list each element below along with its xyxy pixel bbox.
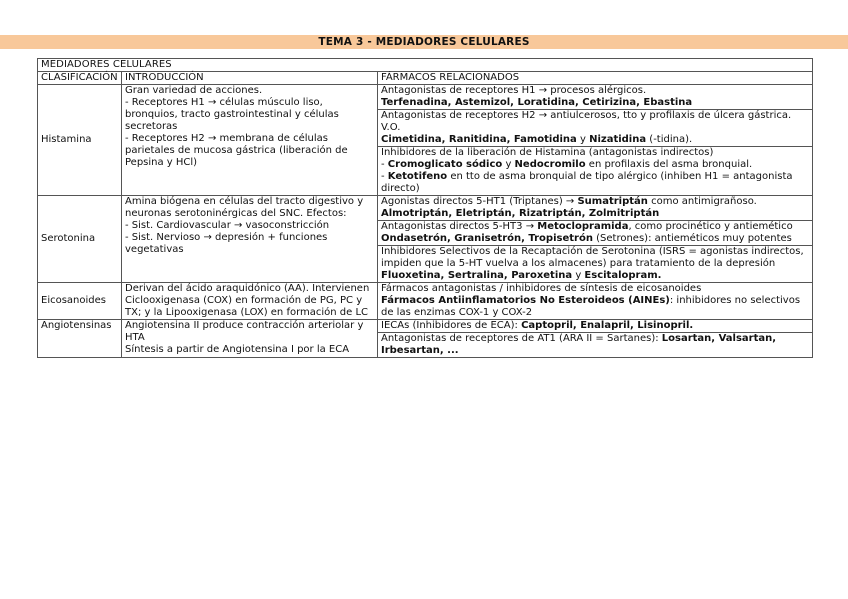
intro-line: - Receptores H2 → membrana de células parietales de mucosa gástrica (liberación de Pepsina y HCl) (125, 133, 348, 168)
farmaco-text: en profilaxis del asma bronquial. (585, 159, 753, 170)
farmaco-names: Nizatidina (589, 134, 647, 145)
farmaco-text: , como procinético y antiemético (628, 221, 793, 232)
intro-angiotensinas (122, 320, 378, 358)
header-introduccion: INTRODUCCIÓN (122, 72, 378, 85)
farmaco-names: Losartan, Valsartan, Irbesartan, ... (381, 333, 777, 356)
farmaco-group (378, 85, 812, 110)
farmaco-names: Fluoxetina, Sertralina, Paroxetina (381, 270, 573, 281)
farmaco-names: Cimetidina, Ranitidina, Famotidina (381, 134, 577, 145)
farmaco-names: Ketotifeno (387, 171, 448, 182)
intro-line: - Sist. Cardiovascular → vasoconstricción (125, 220, 330, 231)
farmaco-text: Inhibidores Selectivos de la Recaptación de Serotonina (ISRS = agonistas indirectos, impiden que la 5-HT vuelva a los almacenes) para tratamiento de la depresión (381, 246, 804, 269)
intro-serotonina (122, 196, 378, 283)
farmaco-names: Escitalopram. (584, 270, 662, 281)
table-row (38, 196, 813, 283)
intro-line: Derivan del ácido araquidónico (AA). Intervienen Ciclooxigenasa (COX) en formación de PG, PC y TX; y la Lipooxigenasa (LOX) en formación de LC (125, 283, 370, 318)
intro-line: - Receptores H1 → células músculo liso, bronquios, tracto gastrointestinal y células secretoras (125, 97, 339, 132)
farmaco-text: (-tidina). (646, 134, 693, 145)
farmaco-group (378, 283, 812, 319)
clasificacion-histamina: Histamina (38, 85, 122, 196)
table-row (38, 320, 813, 358)
intro-line: - Sist. Nervioso → depresión + funciones vegetativas (125, 232, 328, 255)
farmaco-text: Antagonistas de receptores H1 → procesos alérgicos. (381, 85, 647, 96)
farmaco-group (378, 333, 812, 357)
farmacos-serotonina (378, 196, 813, 283)
table-title: MEDIADORES CELULARES (38, 59, 813, 72)
farmacos-eicosanoides (378, 283, 813, 320)
farmaco-group (378, 246, 812, 282)
farmaco-names: Captopril, Enalapril, Lisinopril. (521, 320, 694, 331)
intro-eicosanoides (122, 283, 378, 320)
intro-histamina (122, 85, 378, 196)
farmaco-text: IECAs (Inhibidores de ECA): (381, 320, 522, 331)
farmaco-text: (Setrones): antieméticos muy potentes (592, 233, 792, 244)
farmaco-text: y (502, 159, 515, 170)
header-farmacos: FÁRMACOS RELACIONADOS (378, 72, 813, 85)
farmaco-text: y (572, 270, 585, 281)
farmaco-group (378, 110, 812, 147)
farmaco-text: Antagonistas de receptores H2 → antiulcerosos, tto y profilaxis de úlcera gástrica. V.O. (381, 110, 792, 133)
header-row (38, 72, 813, 85)
farmaco-names: Almotriptán, Eletriptán, Rizatriptán, Zolmitriptán (381, 208, 660, 219)
farmaco-names: Fármacos Antiinflamatorios No Esteroideos (AINEs) (381, 295, 670, 306)
farmaco-text: Fármacos antagonistas / inhibidores de síntesis de eicosanoides (381, 283, 702, 294)
farmaco-names: Cromoglicato sódico (387, 159, 503, 170)
farmaco-text: en tto de asma bronquial de tipo alérgico (inhiben H1 = antagonista directo) (381, 171, 793, 194)
header-clasificacion: CLASIFICACIÓN (38, 72, 122, 85)
clasificacion-eicosanoides: Eicosanoides (38, 283, 122, 320)
intro-line: Gran variedad de acciones. (125, 85, 263, 96)
farmaco-text: Agonistas directos 5-HT1 (Triptanes) → (381, 196, 578, 207)
farmaco-text: : inhibidores no selectivos de las enzimas COX-1 y COX-2 (381, 295, 801, 318)
document-title: TEMA 3 - MEDIADORES CELULARES (0, 35, 848, 49)
farmaco-names: Metoclopramida (537, 221, 629, 232)
farmaco-names: Sumatriptán (577, 196, 648, 207)
farmaco-group (378, 147, 812, 195)
intro-line: Angiotensina II produce contracción arteriolar y HTA (125, 320, 364, 343)
farmaco-names: Terfenadina, Astemizol, Loratidina, Cetirizina, Ebastina (381, 97, 693, 108)
farmaco-group (378, 320, 812, 333)
farmacos-angiotensinas (378, 320, 813, 358)
farmaco-text: y (576, 134, 590, 145)
table-row (38, 283, 813, 320)
farmacos-histamina (378, 85, 813, 196)
clasificacion-angiotensinas: Angiotensinas (38, 320, 122, 358)
intro-line: Síntesis a partir de Angiotensina I por la ECA (125, 344, 350, 355)
farmaco-text: - (381, 159, 388, 170)
farmaco-text: Antagonistas de receptores de AT1 (ARA II = Sartanes): (381, 333, 662, 344)
table-title-row (38, 59, 813, 72)
farmaco-text: Inhibidores de la liberación de Histamina (antagonistas indirectos) (381, 147, 714, 158)
farmaco-group (378, 196, 812, 221)
intro-line: Amina biógena en células del tracto digestivo y neuronas serotoninérgicas del SNC. Efectos: (125, 196, 364, 219)
clasificacion-serotonina: Serotonina (38, 196, 122, 283)
farmaco-text: Antagonistas directos 5-HT3 → (381, 221, 538, 232)
farmaco-names: Ondasetrón, Granisetrón, Tropisetrón (381, 233, 593, 244)
farmaco-text: como antimigrañoso. (647, 196, 757, 207)
mediadores-table (37, 58, 813, 358)
farmaco-names: Nedocromilo (514, 159, 586, 170)
table-row (38, 85, 813, 196)
farmaco-group (378, 221, 812, 246)
farmaco-text: - (381, 171, 388, 182)
